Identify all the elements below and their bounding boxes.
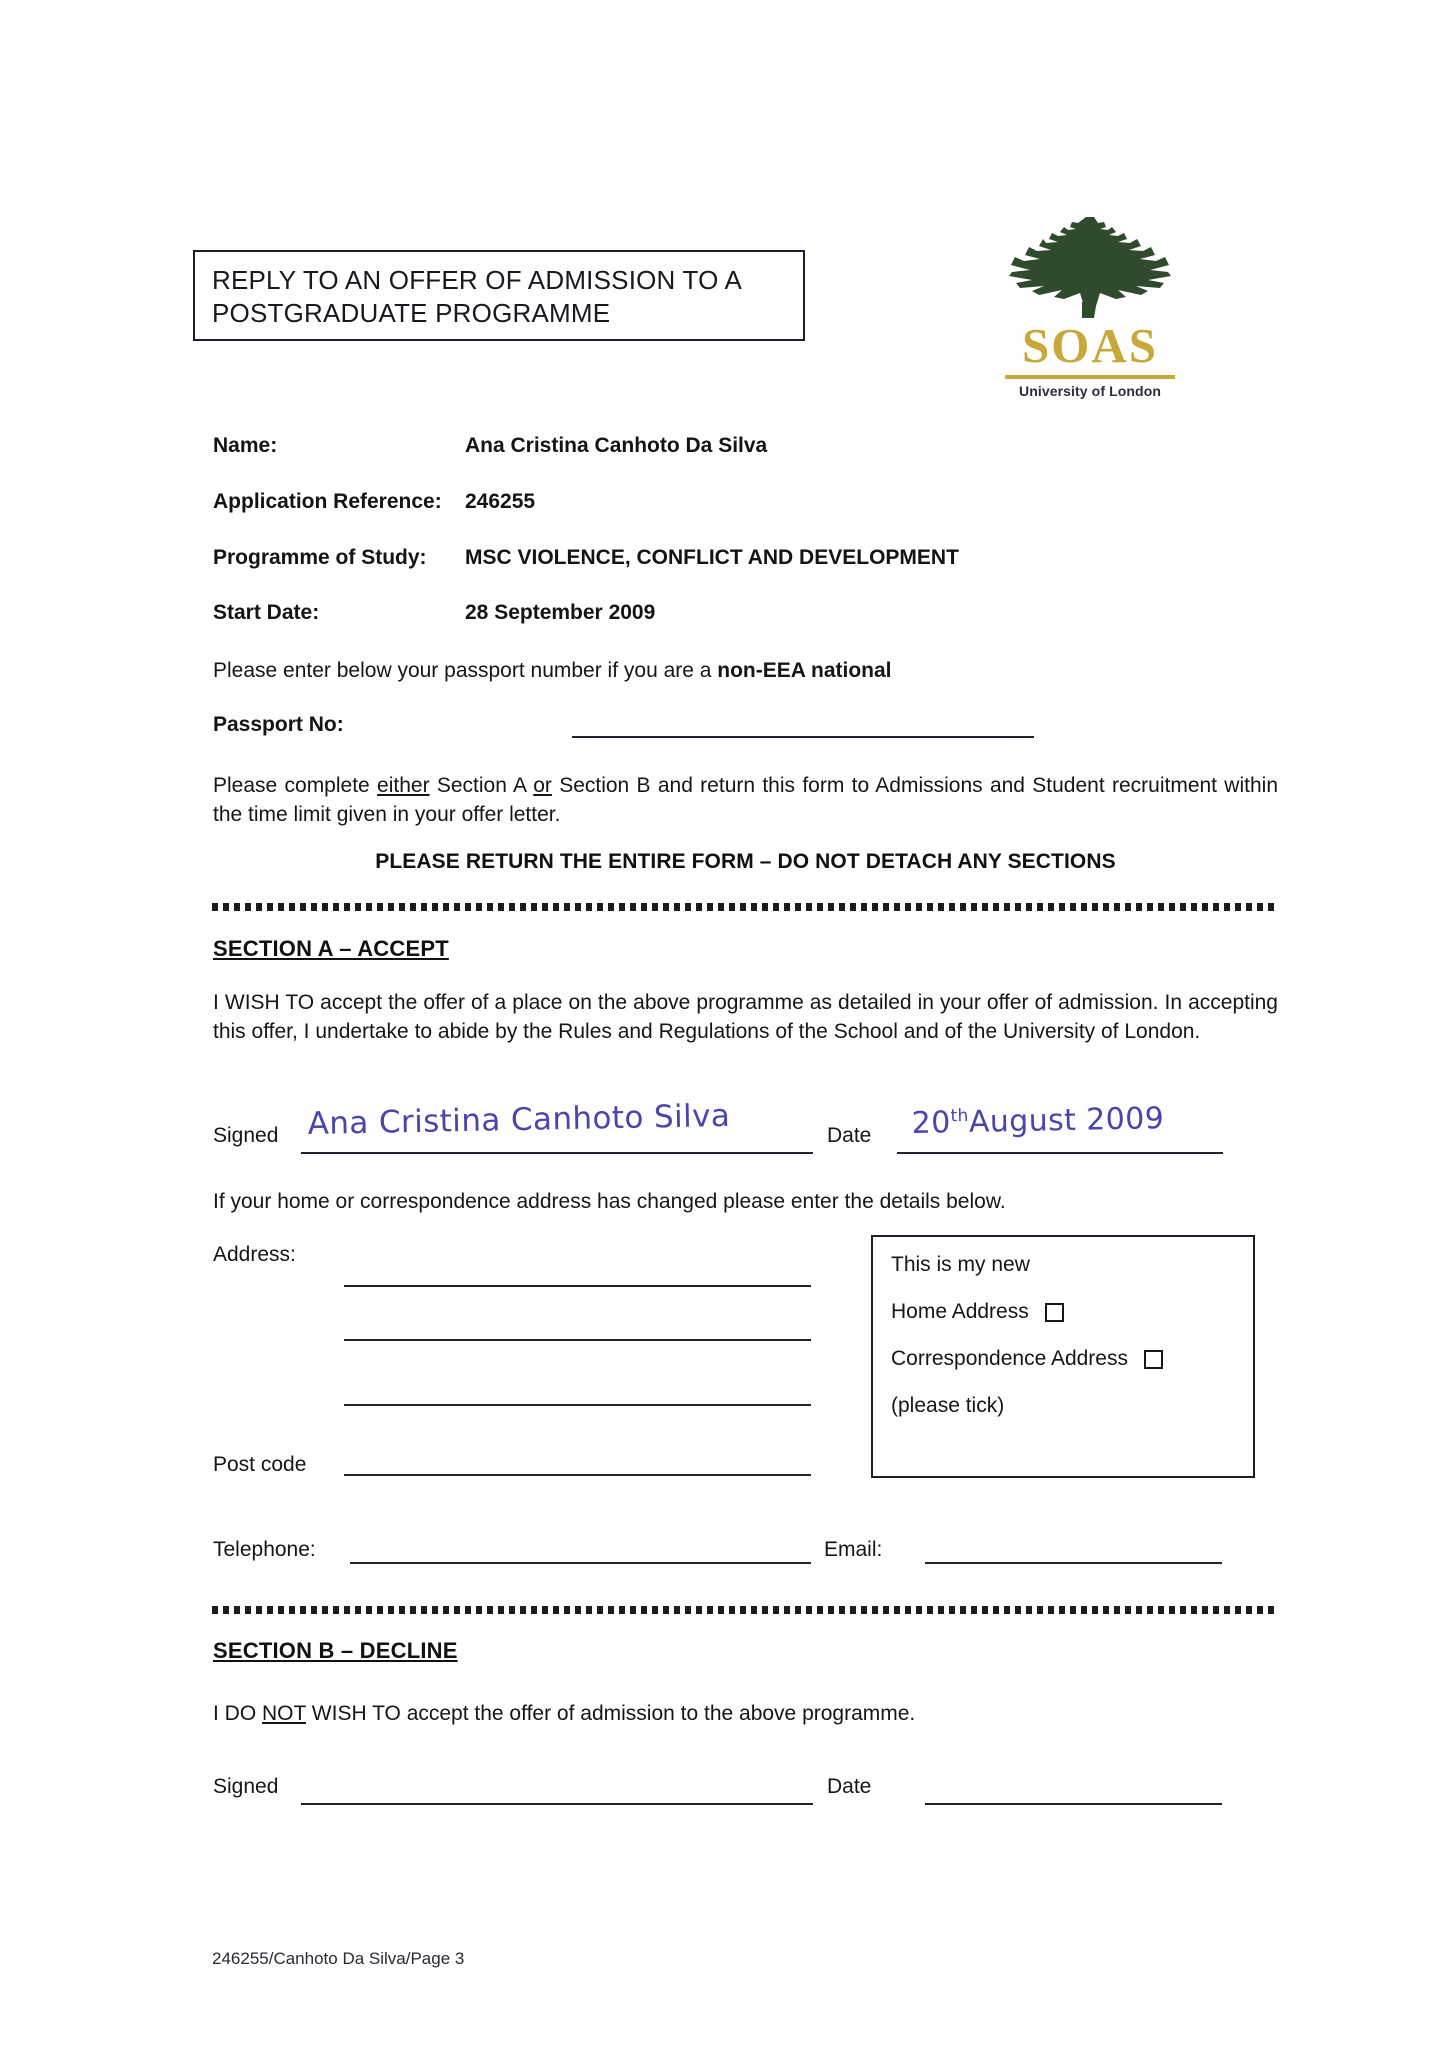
completion-text-2: Section A (429, 774, 534, 797)
form-title-box (193, 250, 805, 341)
signature-handwriting: Ana Cristina Canhoto Silva (307, 1097, 731, 1142)
cedar-tree-icon (1008, 214, 1172, 319)
section-b-text-2: WISH TO accept the offer of admission to the above programme. (305, 1702, 916, 1725)
correspondence-address-option[interactable] (891, 1347, 1253, 1371)
address-line-1-rule[interactable] (344, 1285, 811, 1287)
section-b-date-rule[interactable] (925, 1803, 1222, 1805)
name-value: Ana Cristina Canhoto Da Silva (465, 434, 768, 457)
soas-wordmark: SOAS (1021, 318, 1158, 373)
address-label: Address: (213, 1243, 296, 1266)
post-code-label: Post code (213, 1453, 307, 1476)
completion-instruction (213, 772, 1278, 830)
application-reference-value: 246255 (465, 490, 536, 513)
field-row-start-date (213, 601, 1283, 625)
passport-number-label: Passport No: (213, 713, 344, 736)
home-address-option[interactable] (891, 1300, 1253, 1324)
field-row-programme (213, 546, 1283, 570)
address-line-2-rule[interactable] (344, 1339, 811, 1341)
programme-value: MSC VIOLENCE, CONFLICT AND DEVELOPMENT (465, 546, 959, 569)
start-date-label: Start Date: (213, 601, 320, 624)
start-date-value: 28 September 2009 (465, 601, 656, 624)
logo-divider-rule (1005, 375, 1175, 379)
section-b-body (213, 1700, 1278, 1729)
panel-heading (891, 1253, 1253, 1277)
section-b-heading: SECTION B – DECLINE (213, 1638, 458, 1663)
home-address-checkbox[interactable] (1045, 1303, 1064, 1322)
non-eea-emphasis: non-EEA national (717, 659, 892, 682)
section-a-signed-label: Signed (213, 1124, 279, 1147)
section-b-signed-label: Signed (213, 1775, 279, 1798)
passport-number-input-rule[interactable] (572, 736, 1034, 738)
soas-logo (990, 214, 1190, 399)
section-a-top-separator (212, 903, 1279, 911)
date-handwriting-number: 20 (911, 1105, 951, 1141)
not-emphasis: NOT (262, 1702, 306, 1725)
correspondence-address-label: Correspondence Address (891, 1347, 1128, 1370)
section-a-heading: SECTION A – ACCEPT (213, 936, 449, 961)
university-of-london-text: University of London (1019, 383, 1161, 399)
section-b-text-1: I DO (213, 1702, 263, 1725)
completion-text-1: Please complete (213, 774, 378, 797)
name-label: Name: (213, 434, 278, 457)
section-a-signature-rule[interactable] (301, 1152, 813, 1154)
date-handwriting-ordinal: th (950, 1105, 969, 1127)
section-a-date-label: Date (827, 1124, 872, 1147)
telephone-rule[interactable] (350, 1562, 811, 1564)
section-b-date-label: Date (827, 1775, 872, 1798)
field-row-reference (213, 490, 1283, 514)
email-label: Email: (824, 1538, 883, 1561)
email-rule[interactable] (925, 1562, 1222, 1564)
section-a-body: I WISH TO accept the offer of a place on the above programme as detailed in your offer of admission. In accepting this offer, I undertake to abide by the Rules and Regulations of the School and of the University of London. (213, 991, 1278, 1043)
post-code-rule[interactable] (344, 1474, 811, 1476)
or-emphasis: or (533, 774, 552, 797)
address-change-note: If your home or correspondence address has changed please enter the details below. (213, 1190, 1006, 1213)
home-address-label: Home Address (891, 1300, 1029, 1323)
field-row-passport (213, 713, 1283, 737)
date-handwriting (911, 1101, 1164, 1141)
page-footer: 246255/Canhoto Da Silva/Page 3 (212, 1949, 465, 1968)
correspondence-address-checkbox[interactable] (1144, 1350, 1163, 1369)
new-address-panel (871, 1235, 1255, 1478)
field-row-name (213, 434, 1283, 458)
form-title-line-2: POSTGRADUATE PROGRAMME (212, 297, 611, 328)
section-b-signature-rule[interactable] (301, 1803, 813, 1805)
section-a-date-rule[interactable] (897, 1152, 1223, 1154)
passport-instruction-text: Please enter below your passport number if you are a (213, 659, 718, 682)
programme-label: Programme of Study: (213, 546, 427, 569)
panel-heading-text: This is my new (891, 1253, 1030, 1276)
completion-text-3: Section B and return this form to Admissions and Student recruitment within the time limit given in your offer letter. (213, 774, 1278, 826)
application-reference-label: Application Reference: (213, 490, 442, 513)
either-emphasis: either (377, 774, 430, 797)
date-handwriting-rest: August 2009 (968, 1101, 1165, 1140)
please-tick-text: (please tick) (891, 1394, 1005, 1417)
address-line-3-rule[interactable] (344, 1404, 811, 1406)
passport-instruction (213, 657, 1278, 686)
section-b-top-separator (212, 1606, 1279, 1614)
form-title-line-1: REPLY TO AN OFFER OF ADMISSION TO A (212, 265, 743, 295)
telephone-label: Telephone: (213, 1538, 316, 1561)
return-entire-form-notice: PLEASE RETURN THE ENTIRE FORM – DO NOT DETACH ANY SECTIONS (375, 850, 1116, 873)
please-tick-note (891, 1394, 1253, 1418)
